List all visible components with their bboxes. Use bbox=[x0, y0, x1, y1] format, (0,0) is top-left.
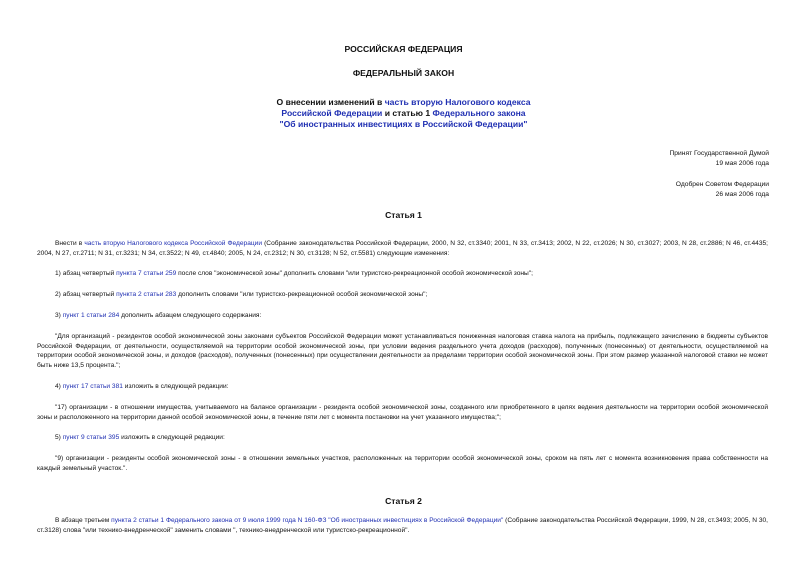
title-text: и статью 1 bbox=[382, 108, 433, 118]
article-1-item-3 bbox=[37, 311, 768, 321]
link-russian-federation[interactable]: Российской Федерации bbox=[281, 108, 383, 118]
document-title bbox=[0, 97, 807, 130]
article-1-heading: Статья 1 bbox=[385, 210, 422, 220]
article-1-item-5 bbox=[37, 433, 768, 443]
link-tax-code-part2[interactable]: часть вторую Налогового кодекса bbox=[384, 97, 531, 107]
paragraph-text: В абзаце третьем bbox=[55, 517, 112, 524]
article-2-heading: Статья 2 bbox=[385, 496, 422, 506]
adoption-council bbox=[676, 180, 769, 200]
paragraph-text: Внести в bbox=[55, 240, 85, 247]
title-text: О внесении изменений в bbox=[276, 97, 385, 107]
header-country: РОССИЙСКАЯ ФЕДЕРАЦИЯ bbox=[344, 44, 463, 54]
paragraph-text: 2) абзац четвертый bbox=[55, 291, 117, 298]
link-art-259[interactable]: пункта 7 статьи 259 bbox=[116, 270, 177, 277]
paragraph-text: 4) bbox=[55, 383, 63, 390]
adoption-duma bbox=[670, 149, 770, 169]
header-doc-type: ФЕДЕРАЛЬНЫЙ ЗАКОН bbox=[352, 68, 455, 78]
title-line-1 bbox=[0, 97, 807, 108]
duma-date: 19 мая 2006 года bbox=[715, 160, 769, 167]
duma-label: Принят Государственной Думой bbox=[669, 150, 769, 157]
paragraph-text: (Собрание законодательства Российской Федерации, 2000, N 32, ст.3340; 2001, N 33, ст.3413; 2002, N 22, ст.2026; N 30, ст.3027; 2003, N 28, ст.2886; N 46, ст.4435; 2004, N 27, ст.2711; N 31, ст.3231; N 34, ст.3522; N 49, ст.4840; 2005, N 24, ст.2312; N 30, ст.3128; N 52, ст.5581) следующие изменения: bbox=[37, 240, 769, 257]
article-1-item-1 bbox=[37, 269, 768, 279]
paragraph-text: изложить в следующей редакции: bbox=[119, 434, 225, 441]
paragraph-text: 3) bbox=[55, 312, 63, 319]
link-tax-code[interactable]: часть вторую Налогового кодекса Российской Федерации bbox=[84, 240, 263, 247]
paragraph-text: 1) абзац четвертый bbox=[55, 270, 117, 277]
link-law-160-fz[interactable]: пункта 2 статьи 1 Федерального закона от 9 июля 1999 года N 160-ФЗ "Об иностранных инвестициях в Российской Федерации" bbox=[111, 517, 504, 524]
article-1-item-4 bbox=[37, 382, 768, 392]
title-line-3 bbox=[0, 119, 807, 130]
article-1-quote-5: "9) организации - резиденты особой экономической зоны - в отношении земельных участков, расположенных на территории особой экономической зоны, сроком на пять лет с момента возникновения права собственности на каждый земельный участок.". bbox=[37, 455, 768, 472]
link-foreign-investment-law[interactable]: "Об иностранных инвестициях в Российской Федерации" bbox=[279, 119, 528, 129]
article-1-intro bbox=[37, 239, 768, 258]
article-1-quote-3: "Для организаций - резидентов особой экономической зоны законами субъектов Российской Федерации может устанавливаться пониженная налоговая ставка налога на прибыль, подлежащего зачислению в бюджеты субъектов Российской Федерации, от деятельности, осуществляемой на территории особой экономической зоны, при условии ведения раздельного учета доходов (расходов), полученных (понесенных) от деятельности, осуществляемой на территории особой экономической зоны, и доходов (расходов), полученных (понесенных) при осуществлении деятельности за пределами территории особой экономической зоны. При этом размер указанной налоговой ставки не может быть ниже 13,5 процента."; bbox=[37, 333, 768, 369]
paragraph-text: 5) bbox=[55, 434, 63, 441]
link-art-381[interactable]: пункт 17 статьи 381 bbox=[62, 383, 123, 390]
link-art-284[interactable]: пункт 1 статьи 284 bbox=[62, 312, 120, 319]
article-1-quote-4: "17) организации - в отношении имущества, учитываемого на балансе организации - резидента особой экономической зоны, созданного или приобретенного в целях ведения деятельности на территории особой экономической зоны и расположенного на территории данной особой экономической зоны, в течение пяти лет с момента постановки на учет указанного имущества;"; bbox=[37, 404, 768, 421]
paragraph-text: изложить в следующей редакции: bbox=[122, 383, 229, 390]
paragraph-text: после слов "экономической зоны" дополнить словами "или туристско-рекреационной особой экономической зоны"; bbox=[176, 270, 533, 277]
paragraph-text: дополнить словами "или туристско-рекреационной особой экономической зоны"; bbox=[176, 291, 428, 298]
council-label: Одобрен Советом Федерации bbox=[675, 181, 769, 188]
article-2-text bbox=[37, 516, 768, 535]
link-art-395[interactable]: пункт 9 статьи 395 bbox=[62, 434, 120, 441]
link-federal-law[interactable]: Федерального закона bbox=[432, 108, 526, 118]
council-date: 26 мая 2006 года bbox=[715, 191, 769, 198]
article-1-item-2 bbox=[37, 290, 768, 300]
paragraph-text: (Собрание законодательства Российской Федерации, 1999, N 28, ст.3493; 2005, N 30, ст.3128) слова "или технико-внедренческой" заменить словами ", технико-внедренческой или туристско-рекреационной". bbox=[37, 517, 768, 534]
paragraph-text: дополнить абзацем следующего содержания: bbox=[119, 312, 262, 319]
link-art-283[interactable]: пункта 2 статьи 283 bbox=[116, 291, 177, 298]
title-line-2 bbox=[0, 108, 807, 119]
